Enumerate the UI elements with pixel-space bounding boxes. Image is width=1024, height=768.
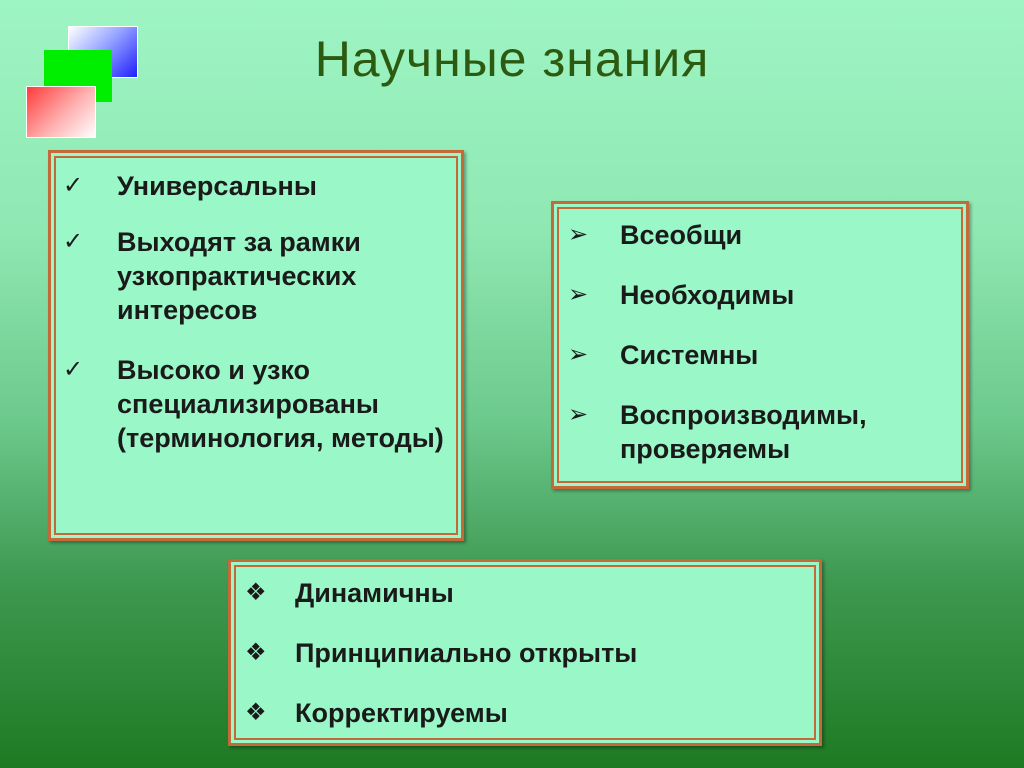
list-item <box>568 218 956 252</box>
dynamic-features-box <box>228 559 822 746</box>
list-item-text: Корректируемы <box>295 698 508 728</box>
universal-features-box <box>48 150 464 541</box>
universal-features-list <box>63 169 451 455</box>
arrow-icon: ➢ <box>568 221 589 248</box>
list-item <box>63 225 417 327</box>
list-item-text: Всеобщи <box>620 220 743 250</box>
list-item-text: Универсальны <box>117 171 317 201</box>
necessary-features-list <box>568 218 956 466</box>
list-item <box>245 576 809 610</box>
list-item-text: Системны <box>620 340 759 370</box>
slide-title: Научные знания <box>314 31 710 87</box>
diamond-icon: ❖ <box>245 579 267 606</box>
check-icon: ✓ <box>63 228 84 255</box>
dynamic-features-list <box>245 576 809 730</box>
list-item-text: Динамичны <box>295 578 454 608</box>
diamond-icon: ❖ <box>245 639 267 666</box>
list-item-text: Необходимы <box>620 280 795 310</box>
list-item-text: Воспроизводимы, проверяемы <box>620 400 867 464</box>
list-item <box>63 169 451 203</box>
check-icon: ✓ <box>63 172 84 199</box>
arrow-icon: ➢ <box>568 401 589 428</box>
red-square-decoration <box>26 86 96 138</box>
list-item <box>245 636 809 670</box>
list-item <box>63 353 447 455</box>
list-item-text: Принципиально открыты <box>295 638 638 668</box>
diamond-icon: ❖ <box>245 699 267 726</box>
list-item <box>245 696 809 730</box>
list-item <box>568 398 920 466</box>
arrow-icon: ➢ <box>568 341 589 368</box>
arrow-icon: ➢ <box>568 281 589 308</box>
check-icon: ✓ <box>63 356 84 383</box>
necessary-features-box <box>551 201 969 489</box>
list-item <box>568 338 956 372</box>
list-item-text: Высоко и узко специализированы (терминология, методы) <box>117 355 444 453</box>
list-item-text: Выходят за рамки узкопрактических интересов <box>117 227 361 325</box>
list-item <box>568 278 956 312</box>
